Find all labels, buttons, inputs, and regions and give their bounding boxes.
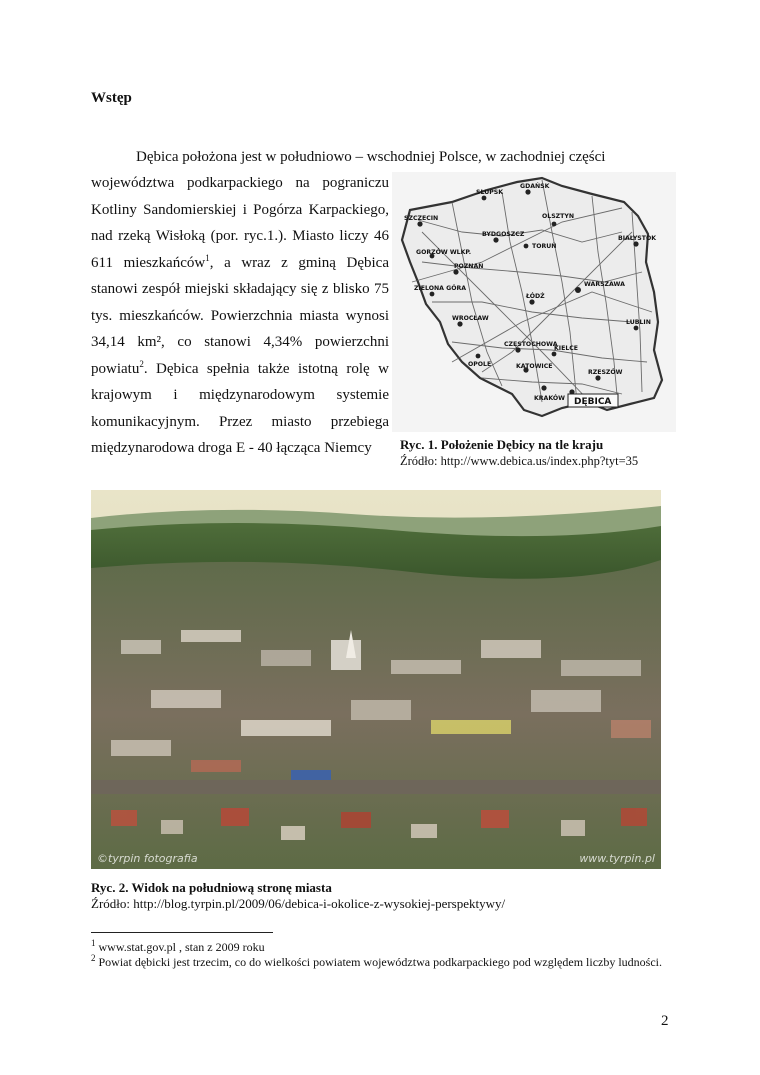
photo-caption-source: Źródło: http://blog.tyrpin.pl/2009/06/debica-i-okolice-z-wysokiej-perspektywy/ [91, 896, 506, 911]
photo-watermark-right: www.tyrpin.pl [579, 852, 655, 865]
map-label-lodz: ŁÓDŹ [526, 293, 545, 300]
photo-caption-title: Ryc. 2. Widok na południową stronę miasta [91, 880, 332, 895]
photo-caption [91, 880, 691, 912]
footnote-separator [91, 932, 273, 933]
paragraph-text-a: województwa podkarpackiego na pograniczu Kotliny Sandomierskiej i Pogórza Karpackiego, nad rzeką Wisłoką (por. ryc.1.). Miasto liczy 46 611 mieszkańców [91, 175, 389, 271]
map-label-warszawa: WARSZAWA [584, 281, 625, 288]
map-label-lublin: LUBLIN [626, 319, 651, 326]
map-caption-source: Źródło: http://www.debica.us/index.php?tyt=35 [400, 454, 639, 468]
paragraph-text-c: . Dębica spełnia także istotną rolę w krajowym i międzynarodowym systemie komunikacyjnym. Przez miasto przebiega międzynarodowa droga E - 40 łącząca Niemcy [91, 360, 389, 456]
map-label-kielce: KIELCE [554, 345, 579, 352]
poland-map-image [392, 172, 676, 432]
map-label-opole: OPOLE [468, 361, 492, 368]
footnote-2-text: Powiat dębicki jest trzecim, co do wielkości powiatem województwa podkarpackiego pod względem liczby ludności. [98, 955, 663, 969]
paragraph-first-line: Dębica położona jest w południowo – wschodniej Polsce, w zachodniej części [136, 149, 606, 165]
map-label-katowice: KATOWICE [516, 363, 553, 370]
paragraph-text-b: , a wraz z gminą Dębica stanowi zespół miejski składający się z blisko 75 tys. mieszkańców. Powierzchnia miasta wynosi 34,14 km², co stanowi 4,34% powierzchni powiatu [91, 254, 389, 377]
map-label-szczecin: SZCZECIN [404, 215, 439, 222]
paragraph-column [91, 170, 389, 462]
map-label-slupsk: SŁUPSK [476, 189, 504, 196]
page-number: 2 [661, 1013, 669, 1029]
map-label-czestochowa: CZĘSTOCHOWA [504, 341, 558, 348]
map-label-zielona-gora: ZIELONA GÓRA [414, 285, 467, 292]
footnote-ref-2[interactable]: 2 [139, 358, 144, 369]
footnote-1 [91, 940, 671, 955]
map-label-poznan: POZNAŃ [454, 263, 484, 270]
footnote-ref-1[interactable]: 1 [205, 252, 210, 263]
poland-map-figure [392, 172, 676, 432]
map-label-torun: TORUŃ [532, 243, 557, 250]
footnote-2 [91, 955, 671, 970]
section-heading: Wstęp [91, 90, 132, 106]
photo-image [91, 490, 661, 869]
map-label-debica: DĘBICA [574, 397, 612, 407]
map-label-wroclaw: WROCŁAW [452, 315, 489, 322]
footnote-1-marker: 1 [91, 938, 96, 948]
map-label-rzeszow: RZESZÓW [588, 369, 623, 376]
map-label-gdansk: GDAŃSK [520, 183, 550, 190]
footnotes [91, 940, 671, 970]
map-label-gorzow: GORZÓW WLKP. [416, 249, 472, 256]
map-label-krakow: KRAKÓW [534, 395, 565, 402]
map-caption [400, 436, 680, 470]
map-caption-title: Ryc. 1. Położenie Dębicy na tle kraju [400, 437, 604, 452]
map-label-olsztyn: OLSZTYN [542, 213, 575, 220]
map-label-bydgoszcz: BYDGOSZCZ [482, 231, 525, 238]
city-aerial-photo [91, 490, 661, 869]
map-label-bialystok: BIAŁYSTOK [618, 235, 657, 242]
photo-watermark-left: ©tyrpin fotografia [97, 852, 198, 865]
footnote-2-marker: 2 [91, 953, 96, 963]
footnote-1-text: www.stat.gov.pl , stan z 2009 roku [98, 940, 265, 954]
